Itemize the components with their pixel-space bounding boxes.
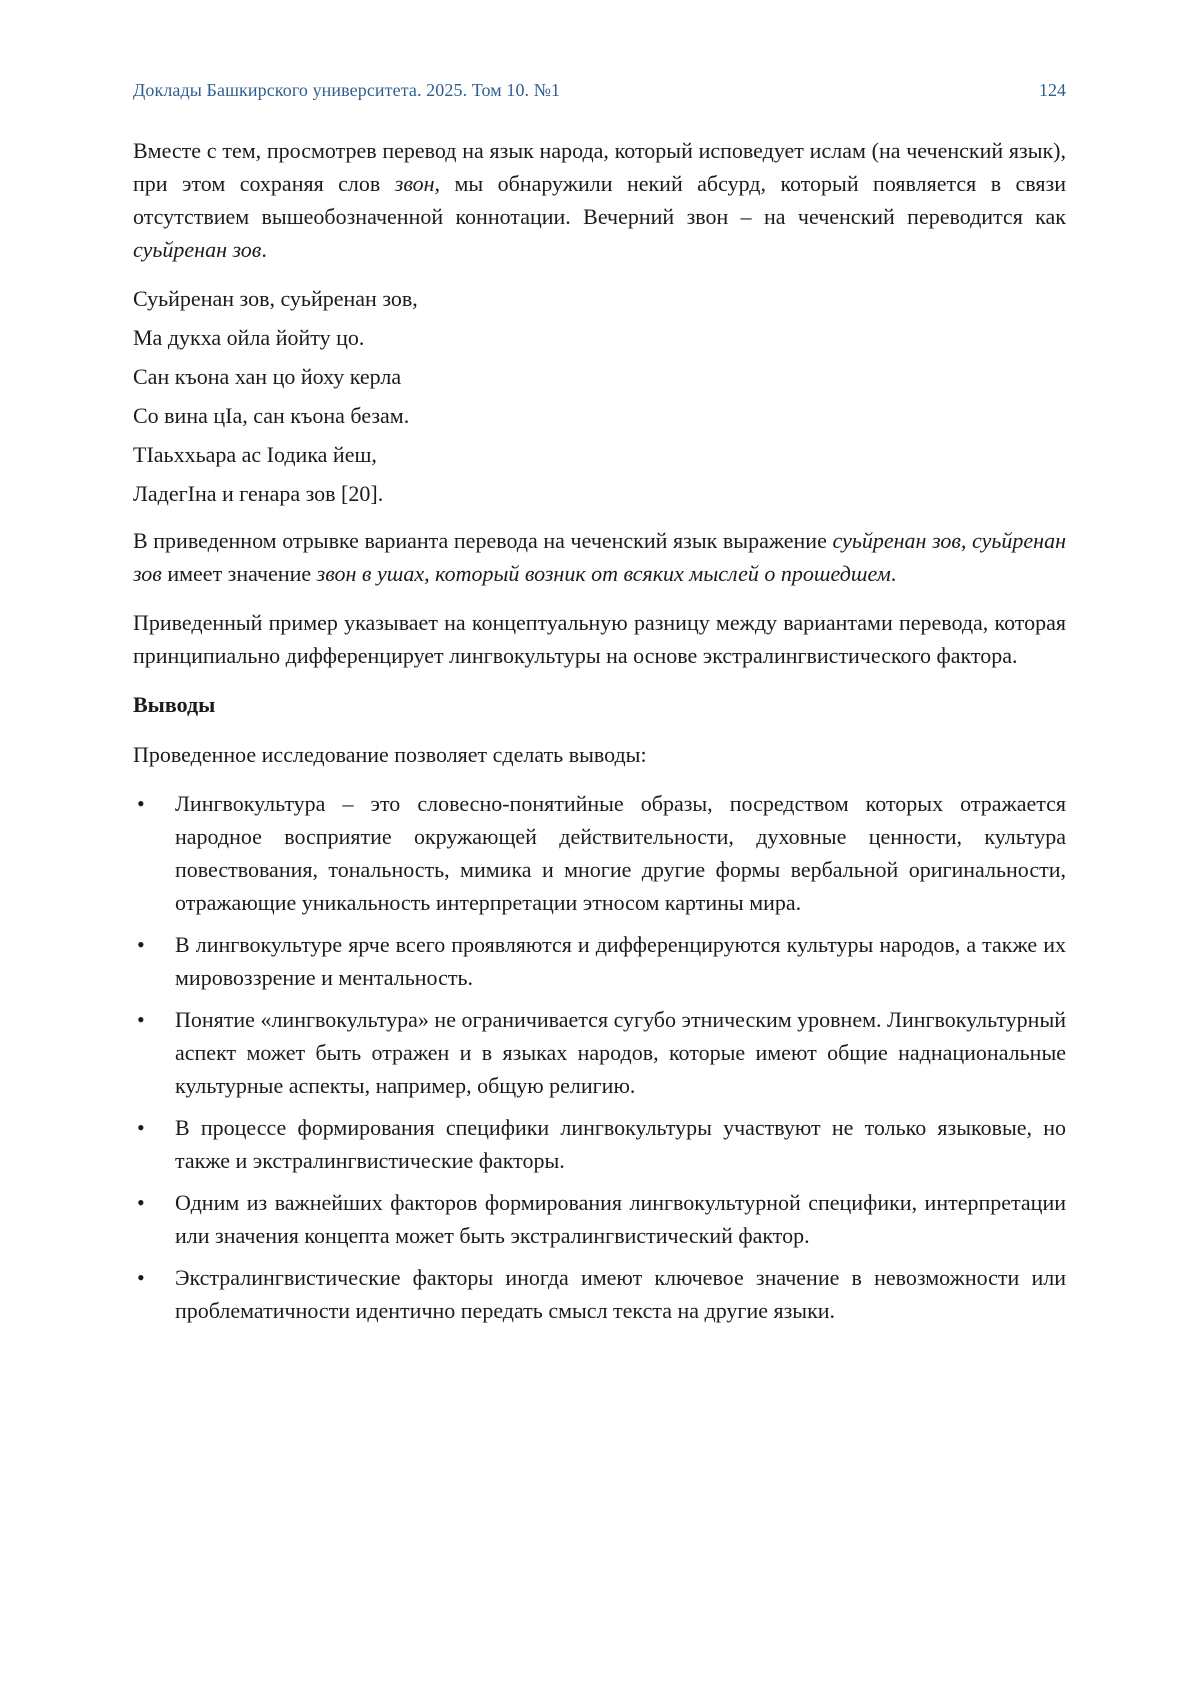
conclusion-item: • В процессе формирования специфики лингвокультуры участвуют не только языковые, но также и экстралингвистические факторы. bbox=[133, 1111, 1066, 1177]
text-run: . bbox=[890, 561, 897, 586]
paragraph-example bbox=[133, 606, 1066, 672]
conclusions-heading: Выводы bbox=[133, 692, 216, 717]
italic-text-run: суьйренан зов, суьйренан зов bbox=[133, 528, 1067, 586]
text-run: имеет значение bbox=[161, 561, 317, 586]
poem-line: ЛадегIна и генара зов [20]. bbox=[133, 481, 384, 506]
italic-text-run: звон bbox=[394, 171, 435, 196]
text-run: В приведенном отрывке варианта перевода на чеченский язык выражение bbox=[133, 528, 833, 553]
text-run: Вместе с тем, просмотрев перевод на язык народа, который исповедует ислам (на чеченский язык), при этом сохраняя слов bbox=[133, 138, 1066, 196]
poem-line: Суьйренан зов, суьйренан зов, bbox=[133, 286, 418, 311]
conclusion-item: • Понятие «лингвокультура» не ограничивается сугубо этническим уровнем. Лингвокультурный аспект может быть отражен и в языках народов, которые имеют общие наднациональные культурные аспекты, например, общую религию. bbox=[133, 1003, 1066, 1102]
poem-line: Со вина цIа, сан къона безам. bbox=[133, 403, 410, 428]
article-content bbox=[133, 134, 1066, 1327]
journal-header-text: Доклады Башкирского университета. 2025. Том 10. №1 bbox=[133, 80, 561, 100]
conclusions-list bbox=[133, 787, 1066, 1327]
conclusion-item: • Экстралингвистические факторы иногда имеют ключевое значение в невозможности или проблематичности идентично передать смысл текста на другие языки. bbox=[133, 1261, 1066, 1327]
poem-quote bbox=[133, 282, 1066, 510]
page-number: 124 bbox=[1039, 80, 1066, 100]
poem-line: ТIаьххьара ас Iодика йеш, bbox=[133, 442, 377, 467]
conclusion-item: • В лингвокультуре ярче всего проявляются и дифференцируются культуры народов, а также их мировоззрение и ментальность. bbox=[133, 928, 1066, 994]
paragraph-conclusions-intro bbox=[133, 738, 1066, 771]
paragraph-intro bbox=[133, 134, 1066, 266]
conclusion-item: • Лингвокультура – это словесно-понятийные образы, посредством которых отражается народное восприятие окружающей действительности, духовные ценности, культура повествования, тональность, мимика и многие другие формы вербальной оригинальности, отражающие уникальность интерпретации этносом картины мира. bbox=[133, 787, 1066, 919]
text-run: Проведенное исследование позволяет сделать выводы: bbox=[133, 742, 647, 767]
paragraph-analysis bbox=[133, 524, 1066, 590]
text-run: , мы обнаружили некий абсурд, который появляется в связи отсутствием вышеобозначенной коннотации. Вечерний звон – на чеченский переводится как bbox=[133, 171, 1066, 229]
italic-text-run: звон в ушах, который возник от всяких мыслей о прошедшем bbox=[316, 561, 891, 586]
poem-line: Сан къона хан цо йоху керла bbox=[133, 364, 402, 389]
running-header bbox=[133, 80, 1066, 101]
conclusion-item: • Одним из важнейших факторов формирования лингвокультурной специфики, интерпретации или значения концепта может быть экстралингвистический фактор. bbox=[133, 1186, 1066, 1252]
text-run: Приведенный пример указывает на концептуальную разницу между вариантами перевода, которая принципиально дифференцирует лингвокультуры на основе экстралингвистического фактора. bbox=[133, 610, 1066, 668]
italic-text-run: суьйренан зов bbox=[133, 237, 262, 262]
poem-line: Ма дукха ойла йойту цо. bbox=[133, 325, 365, 350]
text-run: . bbox=[261, 237, 267, 262]
